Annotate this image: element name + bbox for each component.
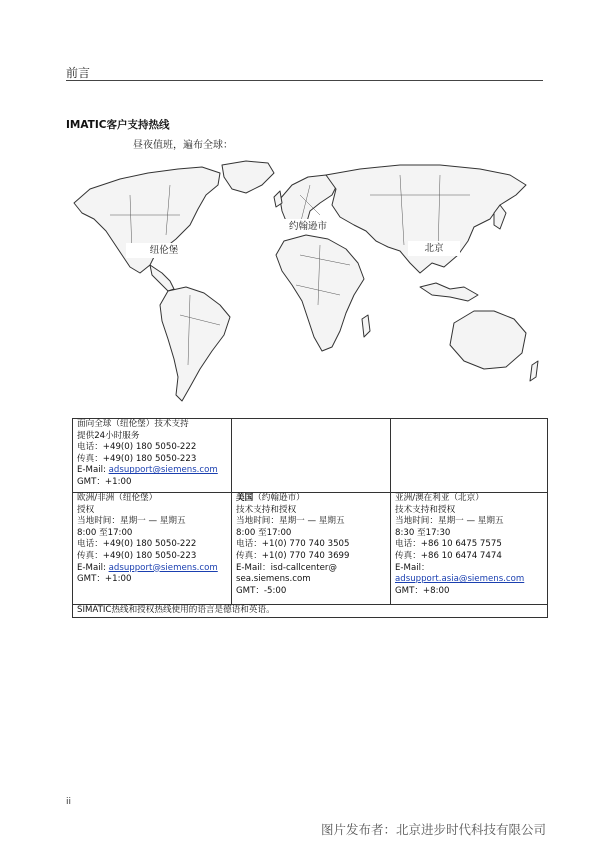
asia-support-cell <box>391 493 548 605</box>
south-america-shape <box>160 287 230 401</box>
world-map <box>70 155 540 410</box>
europe-subtitle: 授权 <box>77 504 95 515</box>
usa-hours-label: 当地时间：星期一 — 星期五 <box>236 516 345 527</box>
asia-gmt: GMT：+8:00 <box>395 585 450 596</box>
empty-cell <box>391 419 548 493</box>
asia-hours-label: 当地时间：星期一 — 星期五 <box>395 516 504 527</box>
asia-hours: 8:30 至17:30 <box>395 527 451 538</box>
greenland-shape <box>222 161 274 193</box>
publisher-watermark: 图片发布者：北京进步时代科技有限公司 <box>321 822 547 837</box>
madagascar-shape <box>362 315 370 337</box>
usa-email-line1[interactable]: E-Mail：isd-callcenter@ <box>236 562 338 573</box>
world-map-graphic <box>70 155 540 410</box>
usa-fax: 传真：+1(0) 770 740 3699 <box>236 550 350 561</box>
global-gmt: GMT：+1:00 <box>77 476 132 487</box>
empty-cell <box>232 419 391 493</box>
global-email-link[interactable]: adsupport@siemens.com <box>108 465 218 476</box>
language-note: SIMATIC热线和授权热线使用的语言是德语和英语。 <box>77 605 275 615</box>
asia-fax: 传真：+86 10 6474 7474 <box>395 550 502 561</box>
global-support-cell <box>73 419 232 493</box>
asia-phone: 电话：+86 10 6475 7575 <box>395 539 502 550</box>
europe-email-link[interactable]: adsupport@siemens.com <box>108 562 218 573</box>
usa-title-suffix: （约翰逊市） <box>253 493 305 503</box>
map-label-beijing: 北京 <box>408 241 460 256</box>
indonesia-shape <box>420 283 478 301</box>
table-row <box>73 605 548 618</box>
usa-hours: 8:00 至17:00 <box>236 527 292 538</box>
usa-title: 美国 <box>236 493 254 503</box>
europe-fax: 传真：+49(0) 180 5050-223 <box>77 550 197 561</box>
europe-support-cell <box>73 493 232 605</box>
asia-email-link[interactable]: adsupport.asia@siemens.com <box>395 574 525 585</box>
new-zealand-shape <box>530 361 538 381</box>
table-row <box>73 419 548 493</box>
usa-support-cell <box>232 493 391 605</box>
europe-title: 欧洲/非洲（纽伦堡） <box>77 493 158 503</box>
europe-gmt: GMT：+1:00 <box>77 574 132 585</box>
global-email-label: E-Mail: <box>77 465 106 476</box>
asia-subtitle: 技术支持和授权 <box>395 504 456 515</box>
section-subtitle: 昼夜值班，遍布全球： <box>133 140 233 151</box>
section-title: IMATIC客户支持热线 <box>66 119 170 131</box>
asia-title: 亚洲/澳在利亚（北京） <box>395 493 484 503</box>
footer-note-cell <box>73 605 548 618</box>
table-row <box>73 493 548 605</box>
page-header-title: 前言 <box>66 66 91 80</box>
page-number: ii <box>66 797 72 807</box>
map-label-nuremberg: 纽伦堡 <box>126 243 202 258</box>
support-table <box>72 418 548 618</box>
europe-phone: 电话：+49(0) 180 5050-222 <box>77 539 197 550</box>
australia-shape <box>450 311 526 369</box>
europe-hours: 8:00 至17:00 <box>77 527 133 538</box>
header-divider <box>66 80 543 81</box>
global-email-line <box>77 465 227 477</box>
usa-subtitle: 技术支持和授权 <box>236 504 297 515</box>
global-phone: 电话：+49(0) 180 5050-222 <box>77 442 197 453</box>
central-america-shape <box>150 265 174 291</box>
global-title: 面向全球（纽伦堡）技术支持 <box>77 419 189 429</box>
europe-hours-label: 当地时间：星期一 — 星期五 <box>77 516 186 527</box>
global-service: 提供24小时服务 <box>77 430 140 441</box>
usa-phone: 电话：+1(0) 770 740 3505 <box>236 539 350 550</box>
asia-email-label: E-Mail： <box>395 562 430 573</box>
usa-email-line2[interactable]: sea.siemens.com <box>236 574 311 585</box>
usa-title-line <box>236 493 386 505</box>
map-label-johnson-city: 约翰逊市 <box>276 219 340 234</box>
europe-email-line <box>77 563 227 575</box>
usa-gmt: GMT：-5:00 <box>236 585 287 596</box>
europe-email-label: E-Mail: <box>77 562 106 573</box>
global-fax: 传真：+49(0) 180 5050-223 <box>77 453 197 464</box>
